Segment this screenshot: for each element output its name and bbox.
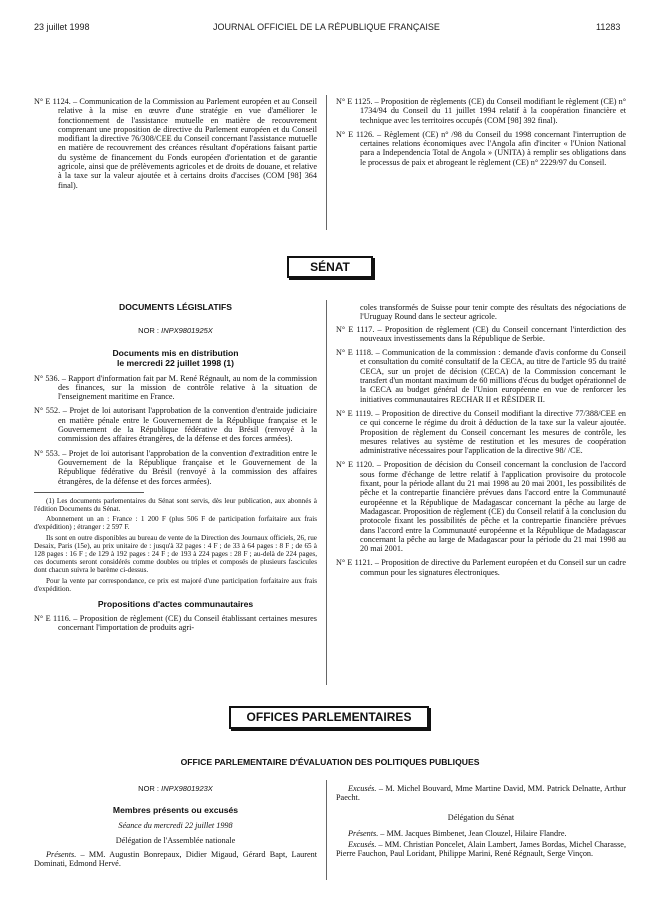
top-left-column <box>34 97 317 195</box>
footnote-4: Pour la vente par correspondance, ce prix est majoré d'une participation forfaitaire aux frais d'expédition. <box>34 576 317 593</box>
opeps-nor-value: INPX9801923X <box>161 784 213 793</box>
opeps-nor-line <box>34 784 317 793</box>
excuses-an-names: – M. Michel Bouvard, Mme Martine David, MM. Patrick Delnatte, Arthur Paecht. <box>336 784 626 803</box>
senat-heading: SÉNAT <box>287 256 373 278</box>
distribution-date: le mercredi 22 juillet 1998 (1) <box>116 357 235 368</box>
nor-label: NOR : <box>138 326 160 336</box>
top-right-column <box>336 97 626 172</box>
item-e1116-continuation: coles transformés de Suisse pour tenir compte des résultats des négociations de l'Uruguay Round dans le secteur agricole. <box>360 303 626 322</box>
item-e1119: N° E 1119. – Proposition de directive du Conseil modifiant la directive 77/388/CEE en ce qui concerne le régime du droit à déduction de la taxe sur la valeur ajoutée. Proposition de règlement du Conseil concernant les mesures de contrôle, les mesures relatives au système de restitution et les mesures de coopération administrative nécessaires pour l'application de la directive 98/ /CE. <box>336 408 626 456</box>
opeps-right-column <box>336 784 626 859</box>
excuses-an-label: Excusés. <box>348 784 377 793</box>
item-e1124: N° E 1124. – Communication de la Commission au Parlement européen et au Conseil relative à la mise en œuvre d'une stratégie en vue d'améliorer le fonctionnement de l'assistance mutuelle en matière de recouvrement comprenant une proposition de directive du Parlement européen et du Conseil modifiant la directive 76/308/CEE du Conseil concernant l'assistance mutuelle en matière de recouvrement des créances résultant d'opérations faisant partie du système de financement du Fonds européen d'orientation et de garantie agricole, ainsi que de prélèvements agricoles et de droits de douane, et relative à la taxe sur la valeur ajoutée et à certains droits d'accises (COM [98] 364 final). <box>34 97 317 190</box>
presents-an <box>34 850 317 869</box>
item-e1117: N° E 1117. – Proposition de règlement (CE) du Conseil concernant l'interdiction des nouveaux investissements dans la République de Serbie. <box>336 324 626 343</box>
members-title: Membres présents ou excusés <box>112 805 239 816</box>
footnote-3: Ils sont en outre disponibles au bureau de vente de la Direction des Journaux officiels, 26, rue Desaix, Paris (15e), au prix unitaire de : jusqu'à 32 pages : 4 F ; de 33 à 64 pages : 8 F ; de 65 à 128 pages : 16 F ; de 129 à 192 pages : 24 F ; de 193 à 224 pages : 28 F ; au-delà de 224 pages, ces documents seront considérés comme doubles ou triples et composés de plusieurs fascicules dont chacun suivra le barème ci-dessus. <box>34 533 317 575</box>
item-553: N° 553. – Projet de loi autorisant l'approbation de la convention d'extradition entre le Gouvernement de la République française et le Gouvernement de la République fédérative du Brésil (renvoyé à la commission des affaires étrangères, de la défense et des forces armées). <box>34 448 317 486</box>
footnote-2: Abonnement un an : France : 1 200 F (plus 506 F de participation forfaitaire aux frais d'expédition) ; étranger : 2 597 F. <box>34 515 317 532</box>
column-divider <box>326 95 327 230</box>
propositions-title: Propositions d'actes communautaires <box>97 599 254 610</box>
opeps-left-column <box>34 784 317 868</box>
delegation-an-title: Délégation de l'Assemblée nationale <box>115 835 236 845</box>
item-e1125: N° E 1125. – Proposition de règlements (CE) du Conseil modifiant le règlement (CE) n° 1734/94 du Conseil du 11 juillet 1994 relatif à la coopération financière et technique avec les territoires occupés (COM [98] 392 final). <box>336 97 626 125</box>
item-e1126: N° E 1126. – Règlement (CE) n° /98 du Conseil du 1998 concernant l'interruption de certaines relations économiques avec l'Angola afin d'inciter « l'Union National para a Independencia Total de Angola » (UNITA) à remplir ses obligations dans le processus de paix et abrogeant le règlement (CE) n° 2229/97 du Conseil. <box>336 129 626 167</box>
offices-heading: OFFICES PARLEMENTAIRES <box>229 706 429 729</box>
page-number: 11283 <box>596 22 621 32</box>
footnotes <box>34 497 317 593</box>
senat-left-column <box>34 303 317 638</box>
nor-line <box>34 326 317 335</box>
header-date: 23 juillet 1998 <box>34 22 90 32</box>
opeps-nor-label: NOR : <box>138 784 160 793</box>
nor-value: INPX9801925X <box>161 326 213 336</box>
item-552: N° 552. – Projet de loi autorisant l'approbation de la convention d'entraide judiciaire en matière pénale entre le Gouvernement de la République française et le Gouvernement de la République fédérative du Brésil (renvoyé à la commission des affaires étrangères, de la défense et des forces armées). <box>34 406 317 444</box>
journal-title: JOURNAL OFFICIEL DE LA RÉPUBLIQUE FRANÇAISE <box>213 22 440 32</box>
opeps-title: OFFICE PARLEMENTAIRE D'ÉVALUATION DES POLITIQUES PUBLIQUES <box>180 757 480 767</box>
seance-date: Séance du mercredi 22 juillet 1998 <box>118 821 233 831</box>
excuses-senat-names: – MM. Christian Poncelet, Alain Lambert, James Bordas, Michel Charasse, Pierre Fauchon, Paul Loridant, Philippe Marini, René Régnault, Serge Vinçon. <box>336 840 626 859</box>
delegation-senat-title: Délégation du Sénat <box>447 812 515 822</box>
column-divider-3 <box>326 780 327 880</box>
footnote-rule <box>34 492 144 493</box>
footnote-1: (1) Les documents parlementaires du Sénat sont servis, dès leur publication, aux abonnés à l'édition Documents du Sénat. <box>34 496 317 514</box>
presents-an-names: – MM. Augustin Bonrepaux, Didier Migaud, Gérard Bapt, Laurent Dominati, Edmond Hervé. <box>34 849 317 869</box>
item-e1120: N° E 1120. – Proposition de décision du Conseil concernant la conclusion de l'accord sous forme d'échange de lettre relatif à l'application provisoire du protocole fixant, pour la période allant du 21 mai 1998 au 20 mai 2001, les possibilités de pêche et la contrepartie financière prévues dans l'accord entre la Communauté européenne et la République de Madagascar concernant la pêche au large de Madagascar. Proposition de règlement (CE) du Conseil relatif à la conclusion du protocole fixant les possibilités de pêche et la contrepartie financière prévues dans l'accord entre la Communauté européenne et la République de Madagascar concernant la pêche au large de Madagascar pour la période du 21 mai 1998 au 20 mai 2001. <box>336 460 626 554</box>
excuses-senat <box>336 840 626 859</box>
presents-senat-names: – MM. Jacques Bimbenet, Jean Clouzel, Hilaire Flandre. <box>378 828 567 838</box>
presents-senat <box>336 829 626 838</box>
item-536: N° 536. – Rapport d'information fait par M. René Régnault, au nom de la commission des finances, sur la mission de contrôle relative à la situation de l'enseignement maritime en France. <box>34 373 317 402</box>
column-divider-2 <box>326 300 327 685</box>
senat-right-column <box>336 303 626 582</box>
presents-senat-label: Présents. <box>348 828 379 838</box>
item-e1121: N° E 1121. – Proposition de directive du Parlement européen et du Conseil sur un cadre commun pour les signatures électroniques. <box>336 558 626 577</box>
distribution-title: Documents mis en distribution <box>112 347 239 358</box>
item-e1118: N° E 1118. – Communication de la commission : demande d'avis conforme du Conseil et consultation du comité consultatif de la CECA, au titre de l'article 95 du traité CECA, sur un projet de décision (CECA) de la Commission concernant le transfert d'un montant maximum de 60 millions d'écus du budget opérationnel de la CECA au budget général de l'Union européenne en vue de renforcer les initiatives communautaires RECHAR II et RÉSIDER II. <box>336 348 626 404</box>
excuses-senat-label: Excusés. <box>348 840 377 850</box>
documents-legislatifs-title: DOCUMENTS LÉGISLATIFS <box>119 302 232 312</box>
excuses-an <box>336 784 626 803</box>
item-e1116: N° E 1116. – Proposition de règlement (CE) du Conseil établissant certaines mesures concernant l'importation de produits agri- <box>34 614 317 633</box>
presents-an-label: Présents. <box>46 849 77 859</box>
